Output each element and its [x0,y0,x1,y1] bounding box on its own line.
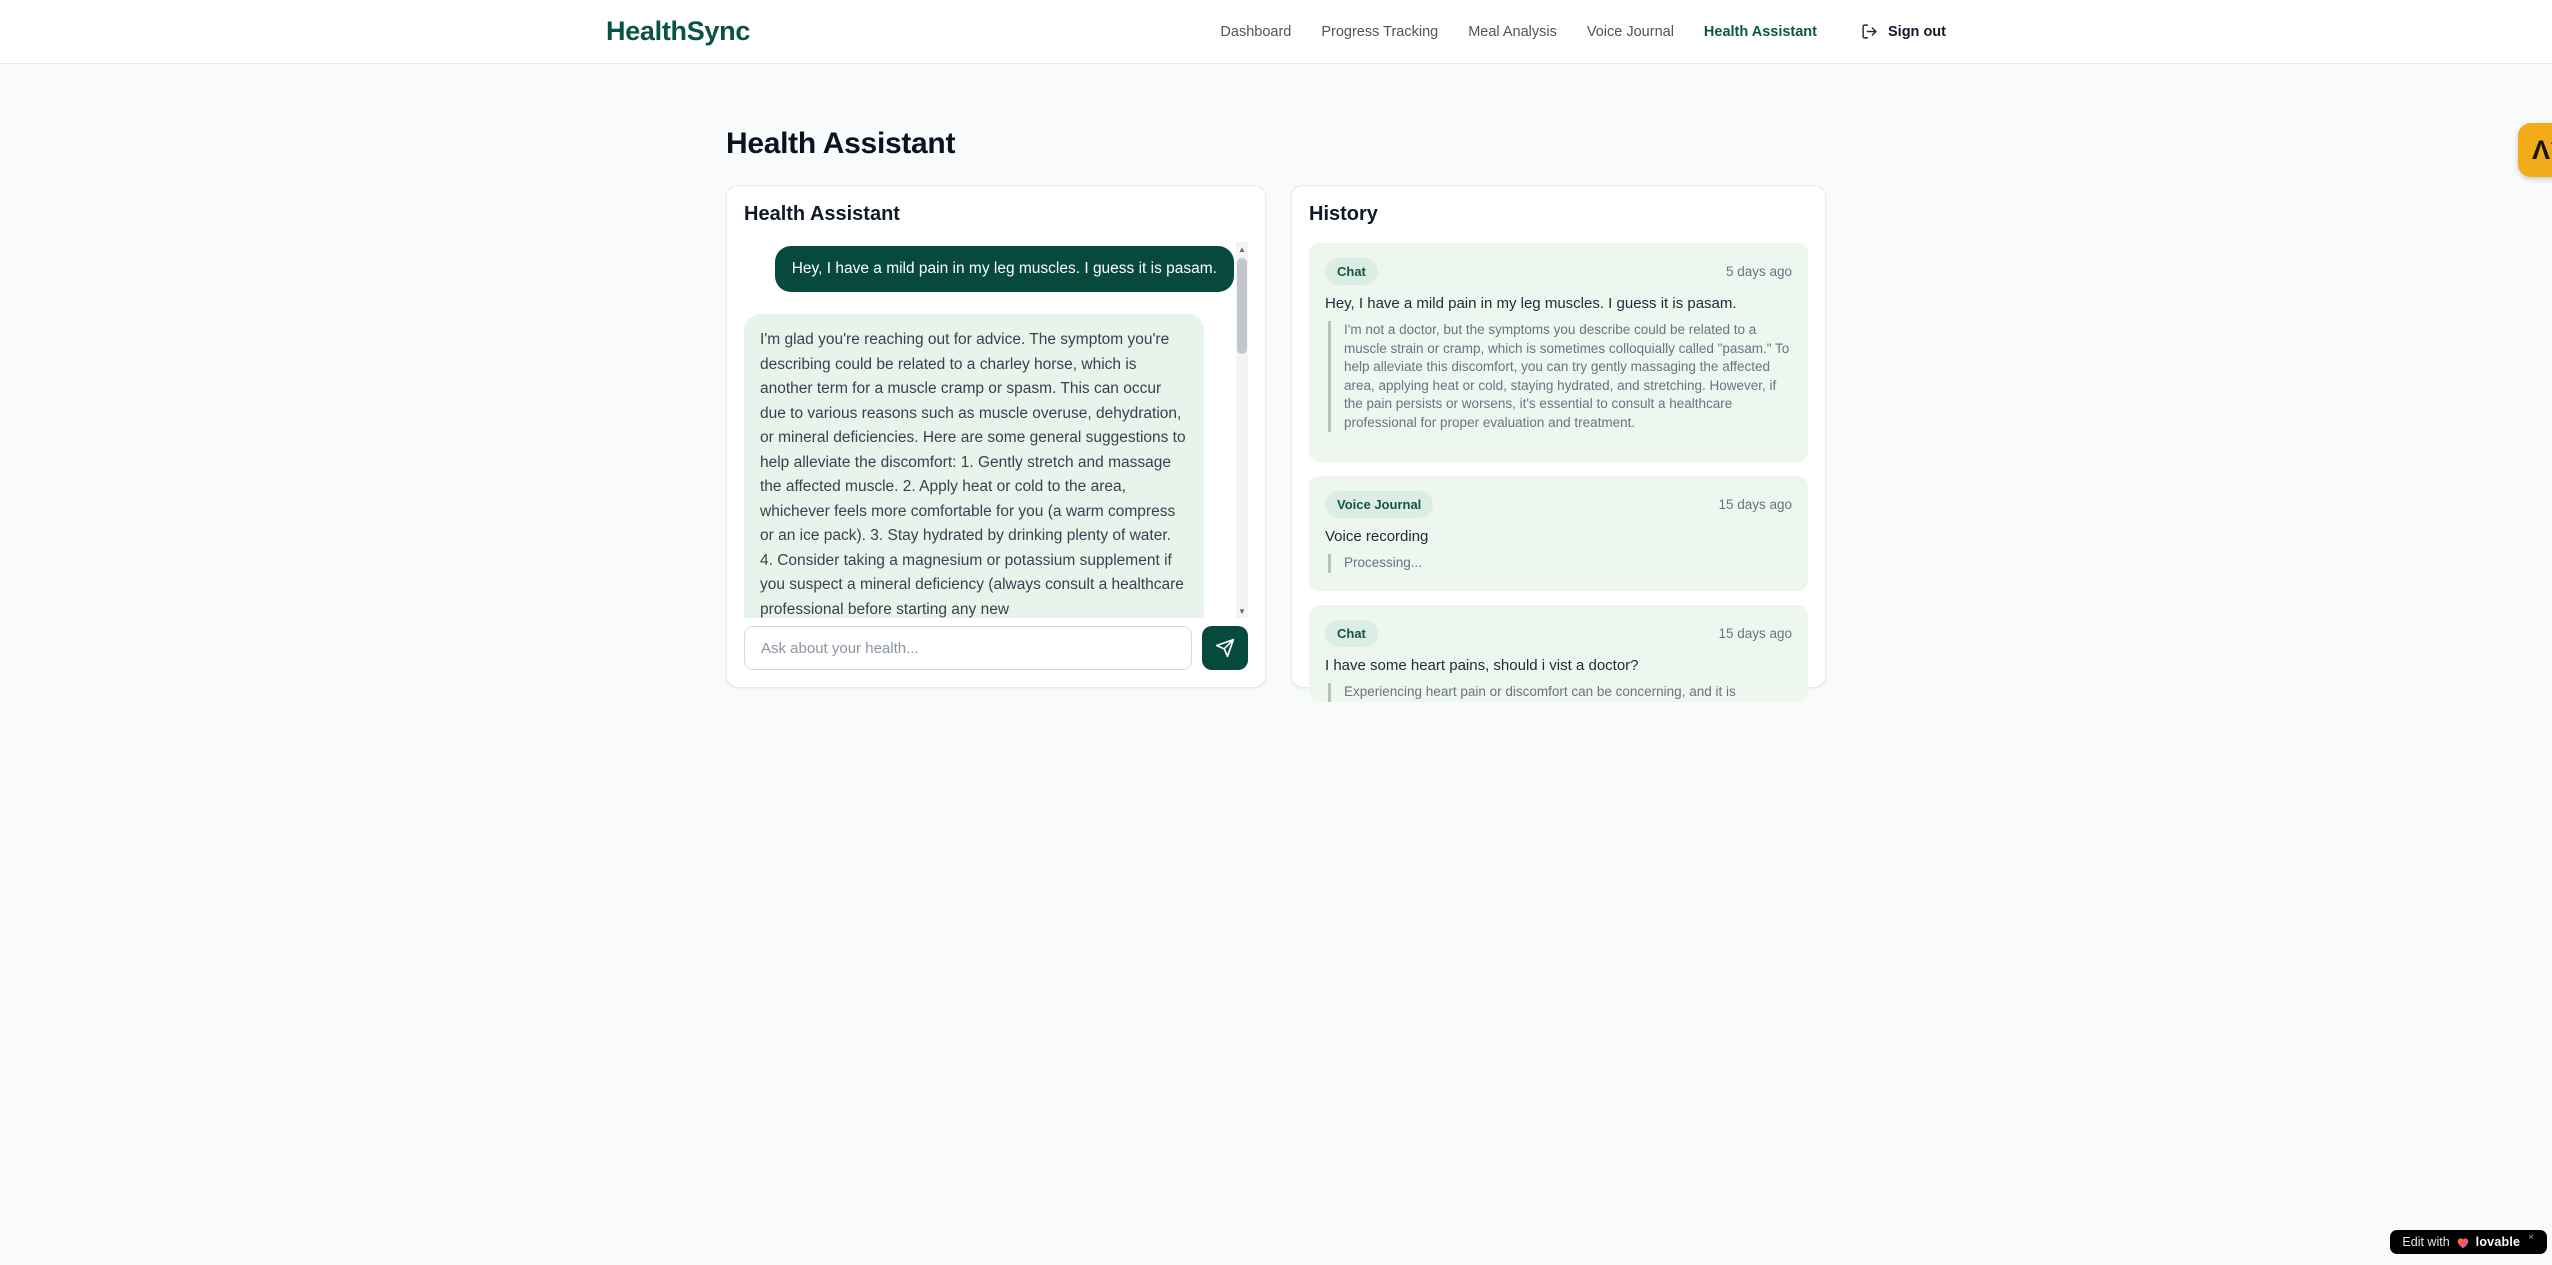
send-button[interactable] [1202,626,1248,670]
edit-with-label: Edit with [2402,1235,2450,1249]
scrollbar-thumb[interactable] [1237,258,1247,354]
close-icon[interactable]: × [2528,1232,2534,1243]
chat-scrollbar[interactable] [1236,242,1248,618]
entry-timestamp: 15 days ago [1718,497,1792,512]
chat-message-list[interactable] [744,242,1248,618]
scrollbar-down-arrow-icon[interactable]: ▼ [1238,606,1246,616]
chat-card-title: Health Assistant [744,203,900,225]
health-assistant-chat-card [726,185,1266,688]
chat-message-assistant: I'm glad you're reaching out for advice. The symptom you're describing could be related to a charley horse, which is another term for a muscle cramp or spasm. This can occur due to various reasons such as muscle overuse, dehydration, or mineral deficiencies. Here are some general suggestions to help alleviate the discomfort: 1. Gently stretch and massage the affected muscle. 2. Apply heat or cold to the area, whichever feels more comfortable for you (a warm compress or an ice pack). 3. Stay hydrated by drinking plenty of water. 4. Consider taking a magnesium or potassium supplement if you suspect a mineral deficiency (always consult a healthcare professional before starting any new [744,314,1204,618]
gradient-heart-icon [2456,1236,2470,1249]
entry-response: I'm not a doctor, but the symptoms you describe could be related to a muscle strain or cramp, which is sometimes colloquially called "pasam." To help alleviate this discomfort, you can try gently massaging the affected area, applying heat or cold, staying hydrated, and stretching. However, if the pain persists or worsens, it's essential to consult a healthcare professional for proper evaluation and treatment. [1328,321,1792,432]
entry-prompt: Voice recording [1325,528,1429,545]
entry-type-badge: Chat [1325,620,1378,647]
top-navbar [0,0,2552,64]
nav-item-progress-tracking[interactable]: Progress Tracking [1321,23,1439,40]
entry-prompt: I have some heart pains, should i vist a doctor? [1325,657,1639,674]
paper-plane-send-icon [1215,638,1235,658]
side-panel-badge[interactable] [2518,123,2552,177]
scrollbar-up-arrow-icon[interactable]: ▲ [1238,244,1246,254]
history-entry[interactable] [1309,243,1808,462]
entry-prompt: Hey, I have a mild pain in my leg muscles. I guess it is pasam. [1325,295,1737,312]
sign-out-label: Sign out [1888,23,1946,40]
nav-item-meal-analysis[interactable]: Meal Analysis [1468,23,1557,40]
history-card [1291,185,1826,699]
chat-input-row [744,626,1248,670]
nav-item-dashboard[interactable]: Dashboard [1220,23,1292,40]
entry-timestamp: 15 days ago [1718,626,1792,641]
main-nav [1220,23,1946,40]
log-out-icon [1861,23,1878,40]
entry-response: Processing... [1328,554,1792,573]
page-title: Health Assistant [726,127,956,160]
nav-item-voice-journal[interactable]: Voice Journal [1586,23,1674,40]
nav-item-health-assistant[interactable]: Health Assistant [1703,23,1817,40]
entry-type-badge: Voice Journal [1325,491,1433,518]
history-card-title: History [1309,203,1378,225]
lovable-label: lovable [2475,1235,2521,1249]
entry-type-badge: Chat [1325,258,1378,285]
chat-input[interactable] [744,626,1192,670]
main-content [726,64,1826,699]
sign-out-button[interactable] [1861,23,1946,40]
entry-timestamp: 5 days ago [1725,264,1792,279]
lambda-logo-icon: Λ [2531,134,2550,165]
entry-response: Experiencing heart pain or discomfort can be concerning, and it is [1328,683,1792,702]
history-entry[interactable] [1309,605,1808,702]
history-entry[interactable] [1309,476,1808,591]
history-list [1309,243,1808,702]
brand-logo[interactable]: HealthSync [606,16,751,46]
chat-message-user: Hey, I have a mild pain in my leg muscles. I guess it is pasam. [775,246,1234,292]
edit-with-lovable-badge[interactable] [2390,1230,2547,1254]
